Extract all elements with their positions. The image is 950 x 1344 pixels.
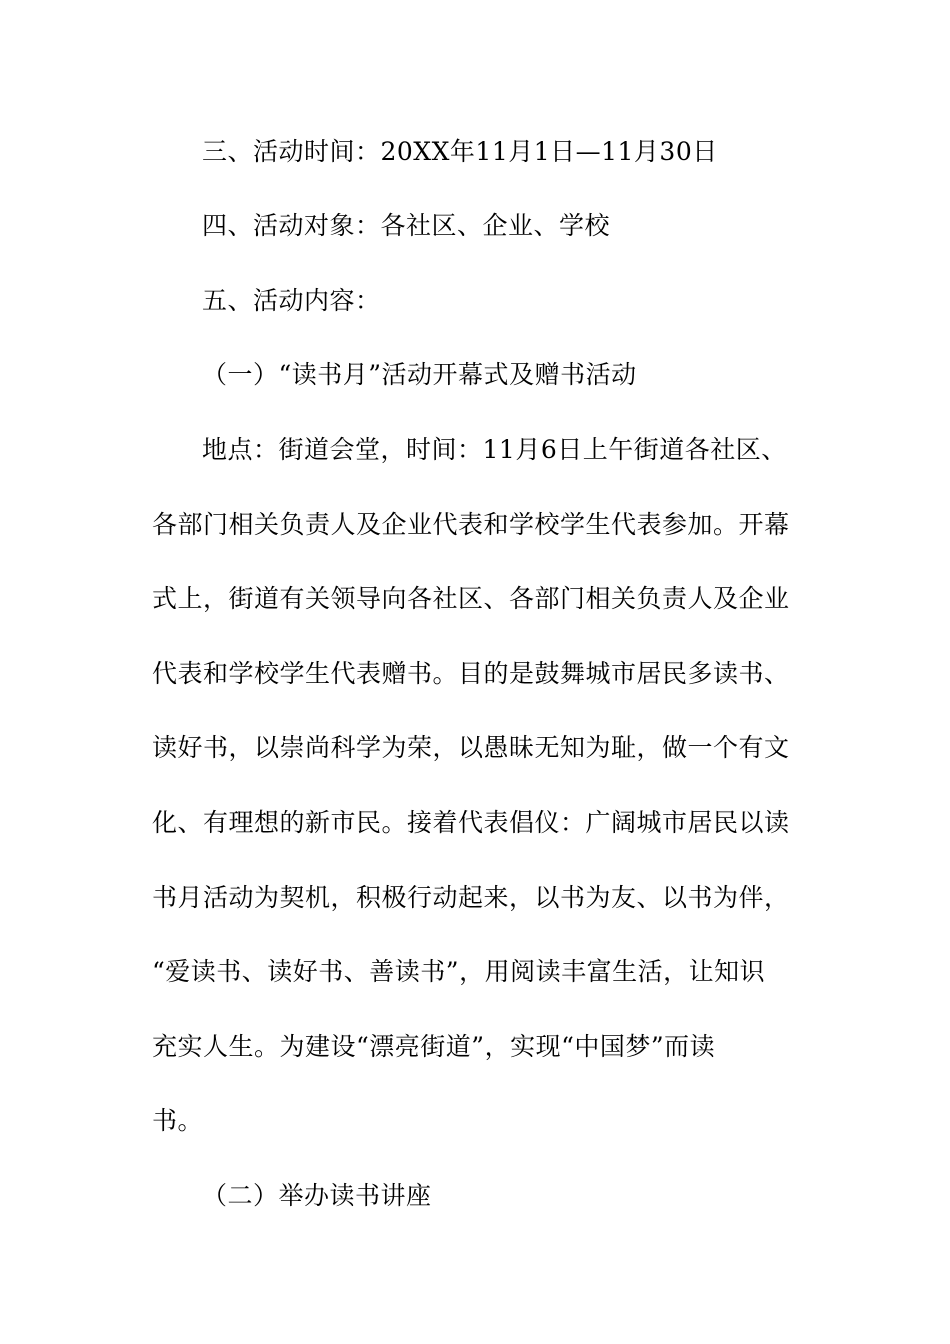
subsection-reading-lecture-heading: （二）举办读书讲座 xyxy=(202,1181,432,1210)
section-activity-time: 三、活动时间：20XX年11月1日—11月30日 xyxy=(202,137,718,166)
paragraph-line: 读好书，以崇尚科学为荣，以愚昧无知为耻，做一个有文 xyxy=(152,733,790,762)
paragraph-line: 书。 xyxy=(152,1106,204,1135)
section-activity-target: 四、活动对象：各社区、企业、学校 xyxy=(202,211,611,240)
paragraph-line: 充实人生。为建设“漂亮街道”，实现“中国梦”而读 xyxy=(152,1032,716,1061)
paragraph-line: 化、有理想的新市民。接着代表倡仪：广阔城市居民以读 xyxy=(152,808,790,837)
paragraph-line: 代表和学校学生代表赠书。目的是鼓舞城市居民多读书、 xyxy=(152,659,790,688)
paragraph-line: 各部门相关负责人及企业代表和学校学生代表参加。开幕 xyxy=(152,510,790,539)
paragraph-line: 地点：街道会堂，时间：11月6日上午街道各社区、 xyxy=(202,435,787,464)
paragraph-line: “爱读书、读好书、善读书”，用阅读丰富生活，让知识 xyxy=(152,957,766,986)
section-activity-content-heading: 五、活动内容： xyxy=(202,286,381,315)
paragraph-line: 式上，街道有关领导向各社区、各部门相关负责人及企业 xyxy=(152,584,790,613)
paragraph-line: 书月活动为契机，积极行动起来，以书为友、以书为伴， xyxy=(152,883,790,912)
subsection-opening-ceremony-heading: （一）“读书月”活动开幕式及赠书活动 xyxy=(202,360,637,389)
